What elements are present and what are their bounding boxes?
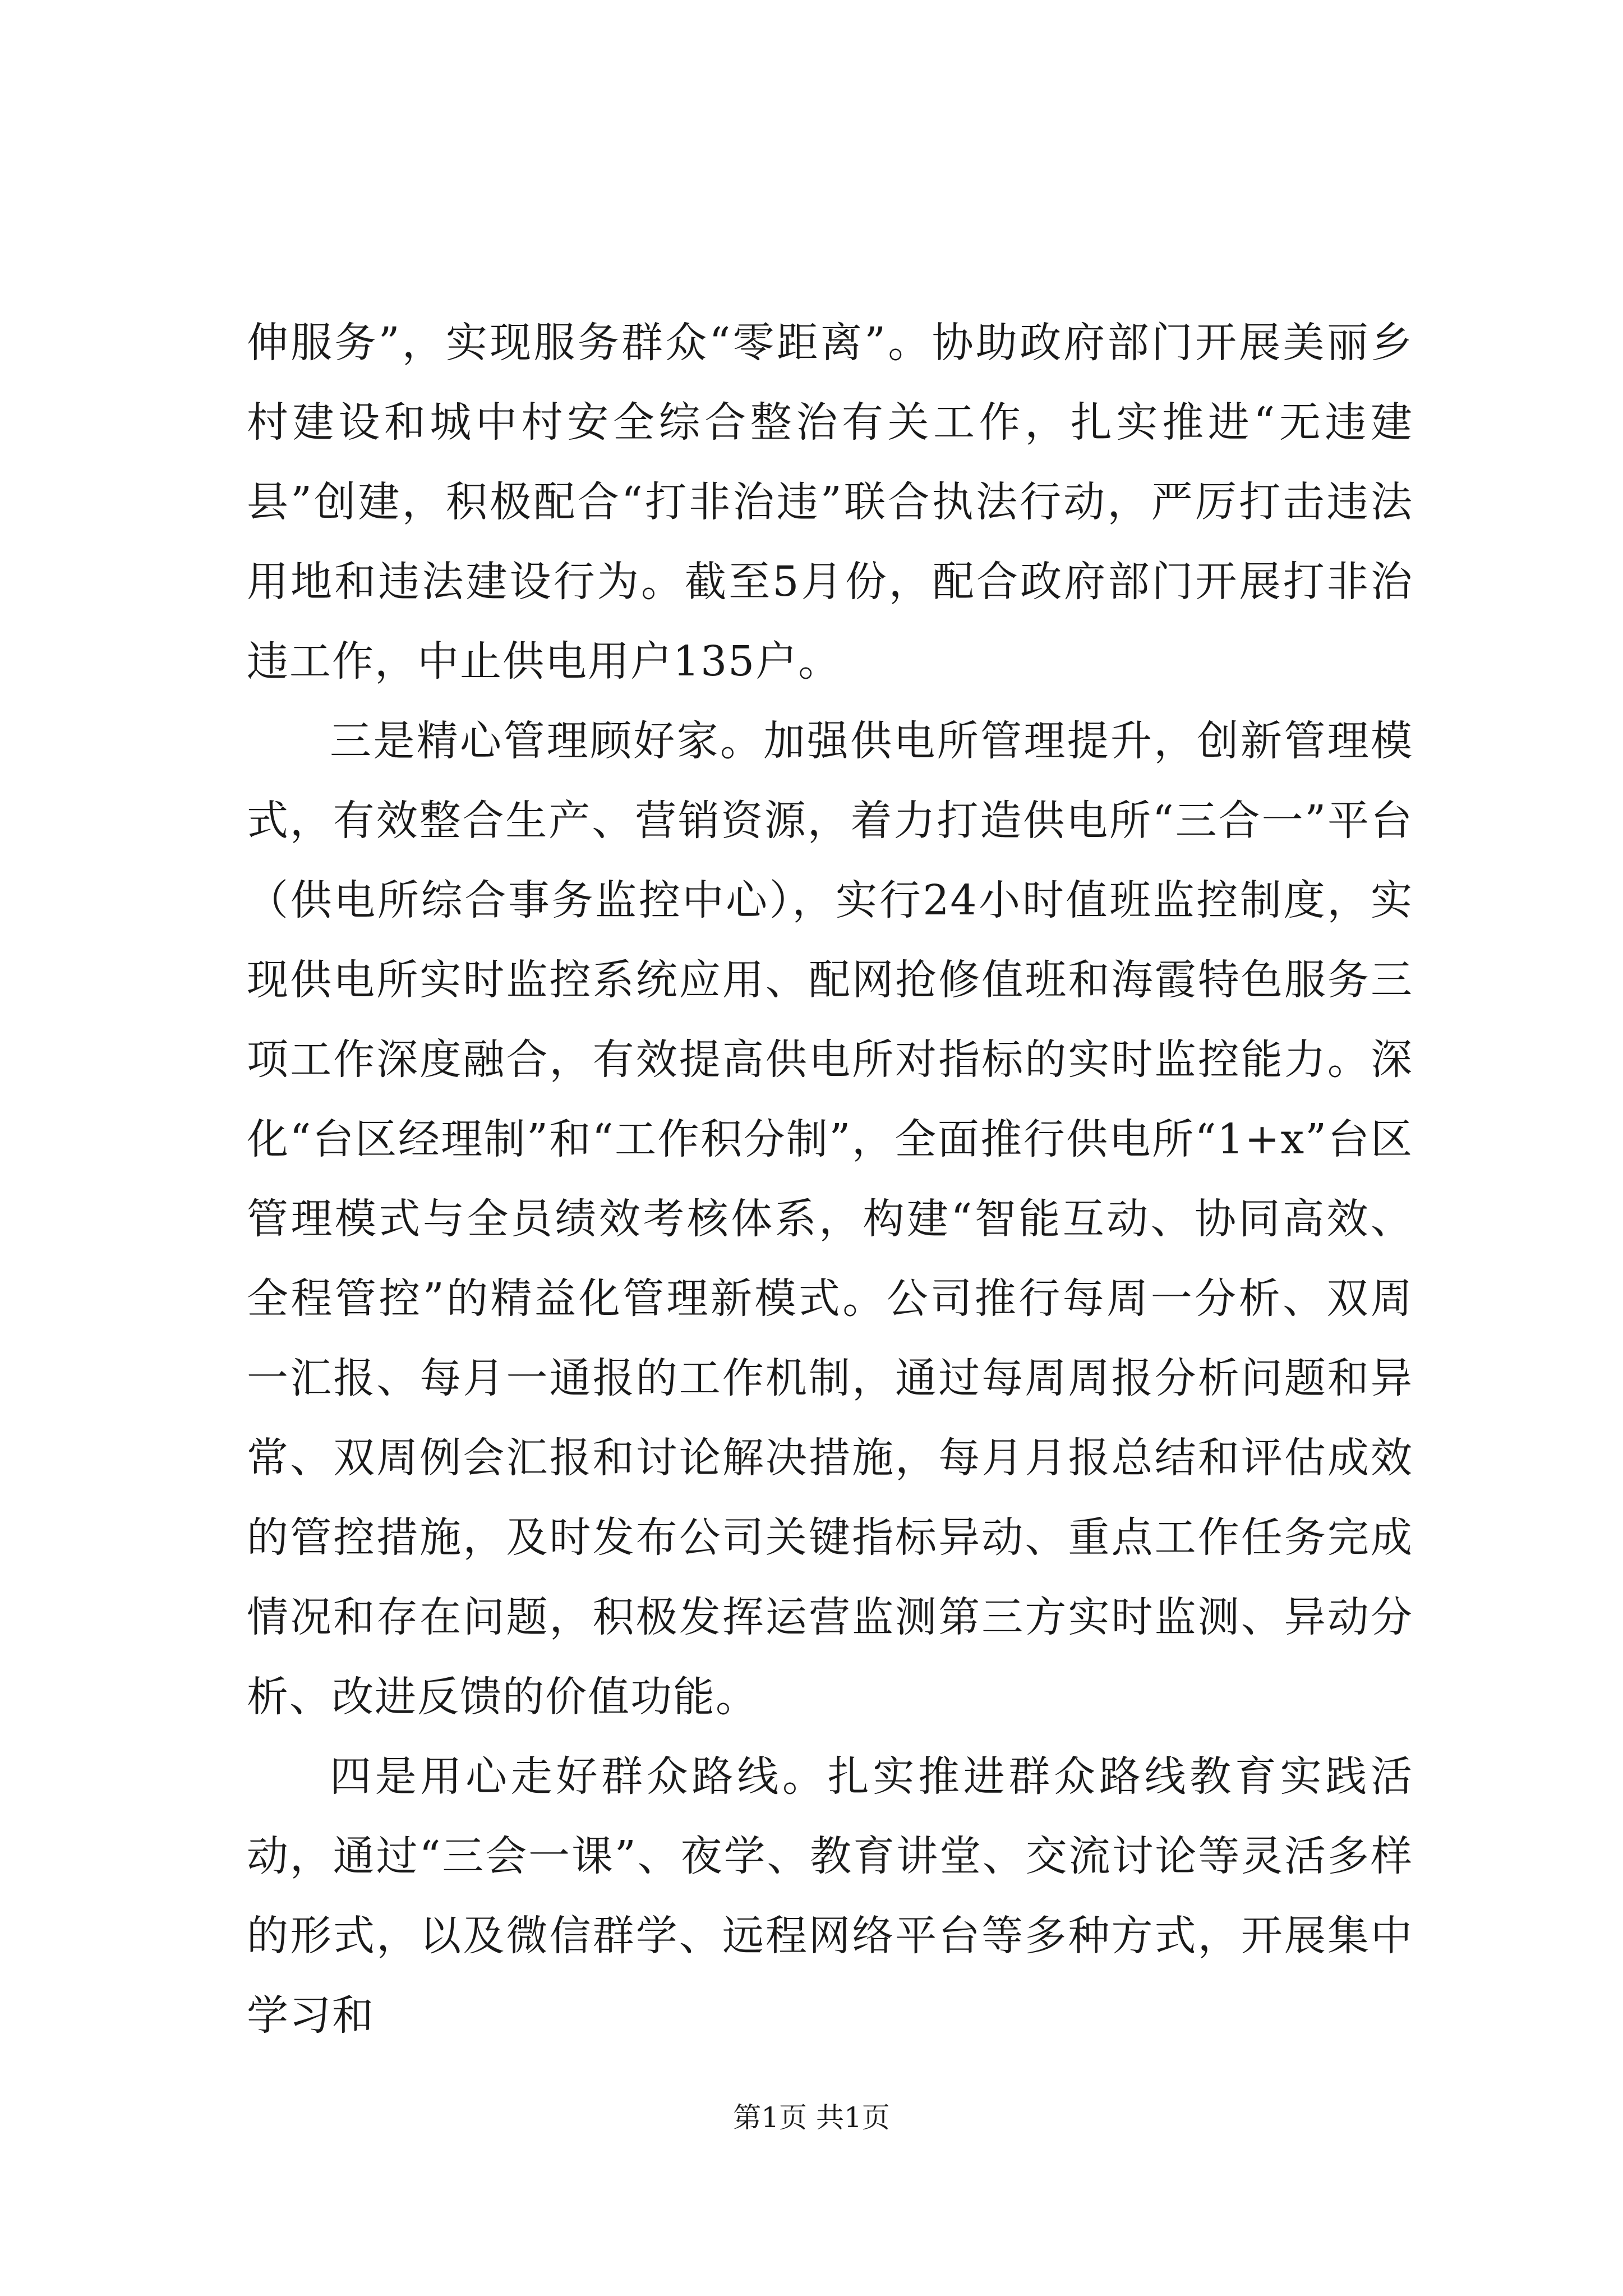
paragraph-continuation: 伸服务”，实现服务群众“零距离”。协助政府部门开展美丽乡村建设和城中村安全综合整治有关工作，扎实推进“无违建县”创建，积极配合“打非治违”联合执法行动，严厉打击违法用地和违法建设行为。截至5月份，配合政府部门开展打非治违工作，中止供电用户135户。 [247, 319, 1413, 685]
page-footer: 第1页 共1页 [733, 2101, 890, 2134]
document-body [247, 303, 1413, 2055]
paragraph-mass-line: 四是用心走好群众路线。扎实推进群众路线教育实践活动，通过“三会一课”、夜学、教育讲堂、交流讨论等灵活多样的形式，以及微信群学、远程网络平台等多种方式，开展集中学习和 [247, 1752, 1413, 2040]
paragraph-management: 三是精心管理顾好家。加强供电所管理提升，创新管理模式，有效整合生产、营销资源，着力打造供电所“三合一”平台（供电所综合事务监控中心），实行24小时值班监控制度，实现供电所实时监控系统应用、配网抢修值班和海霞特色服务三项工作深度融合，有效提高供电所对指标的实时监控能力。深化“台区经理制”和“工作积分制”，全面推行供电所“1+x”台区管理模式与全员绩效考核体系，构建“智能互动、协同高效、全程管控”的精益化管理新模式。公司推行每周一分析、双周一汇报、每月一通报的工作机制，通过每周周报分析问题和异常、双周例会汇报和讨论解决措施，每月月报总结和评估成效的管控措施，及时发布公司关键指标异动、重点工作任务完成情况和存在问题，积极发挥运营监测第三方实时监测、异动分析、改进反馈的价值功能。 [247, 717, 1413, 1721]
